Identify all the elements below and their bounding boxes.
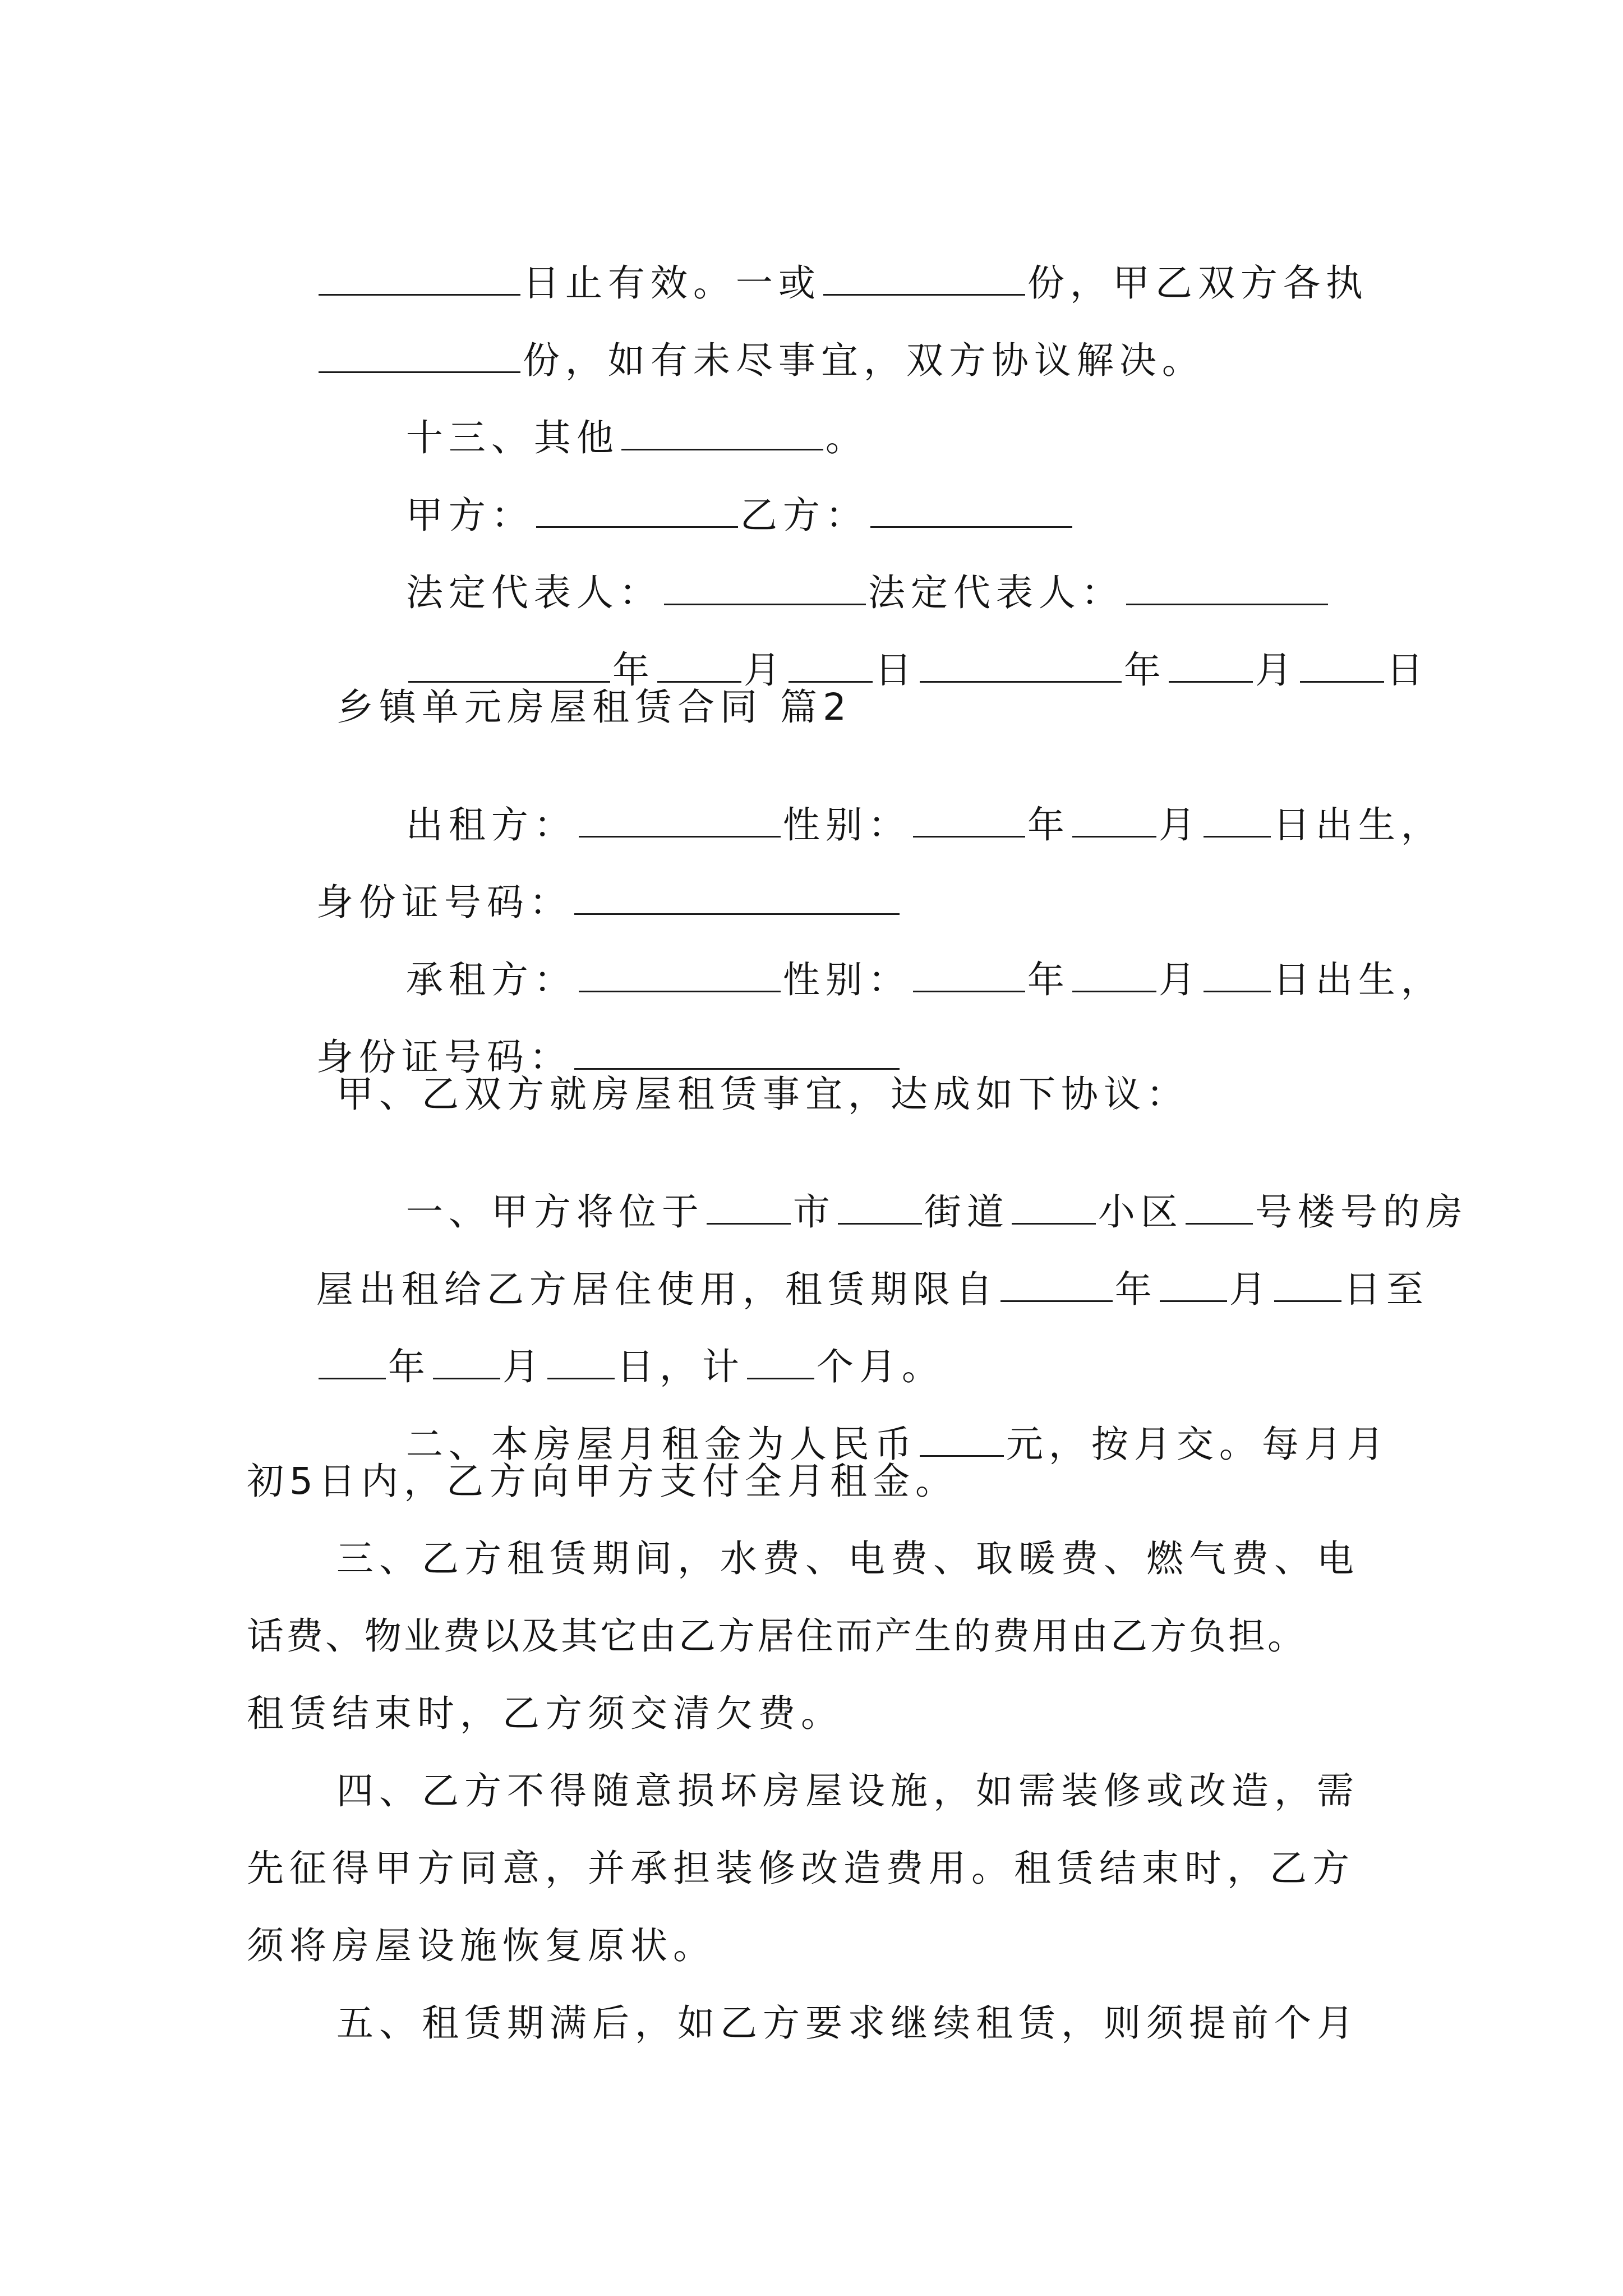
blank-field <box>319 1345 386 1379</box>
clause-2-line: 二、本房屋月租金为人民币 元，按月交。每月月 <box>405 1423 1390 1466</box>
clause-1-line: 年 月 日，计 个月。 <box>247 1308 944 1423</box>
blank-field <box>1160 1268 1227 1302</box>
blank-field <box>913 958 1025 992</box>
blank-field <box>319 339 520 373</box>
section-heading: 乡镇单元房屋租赁合同 篇2 <box>336 685 852 729</box>
clause-3-line: 租赁结束时，乙方须交清欠费。 <box>247 1692 843 1735</box>
blank-field <box>838 1190 922 1225</box>
clause-1-line: 屋出租给乙方居住使用，租赁期限自 年 月 日至 <box>316 1268 1429 1311</box>
clause-3-line: 话费、物业费以及其它由乙方居住而产生的费用由乙方负担。 <box>247 1614 1307 1658</box>
blank-field <box>547 1345 615 1379</box>
legal-representative-line: 法定代表人： 法定代表人： <box>336 534 1330 648</box>
clause-3-line: 三、乙方租赁期间，水费、电费、取暖费、燃气费、电 <box>336 1537 1359 1580</box>
blank-field <box>579 958 781 992</box>
blank-field <box>408 648 610 683</box>
blank-field <box>823 261 1025 296</box>
blank-field <box>536 494 738 528</box>
blank-field <box>913 803 1025 838</box>
id-number-line: 身份证号码： <box>247 844 902 958</box>
blank-field <box>707 1190 791 1225</box>
signature-date-line: 年 月 日 年 月 日 <box>336 611 1429 726</box>
clause-1-line: 一、甲方将位于 市 街道 小区 号楼号的房 <box>405 1190 1468 1234</box>
blank-field <box>1126 571 1328 605</box>
blank-field <box>1072 803 1156 838</box>
blank-field <box>319 261 520 296</box>
clause-4-line: 四、乙方不得随意损坏房屋设施，如需装修或改造，需 <box>336 1769 1359 1812</box>
blank-field <box>621 416 823 450</box>
lessee-line: 承租方： 性别： 年 月 日出生， <box>405 958 1444 1001</box>
blank-field <box>1204 958 1271 992</box>
clause-5-line: 五、租赁期满后，如乙方要求继续租赁，则须提前个月 <box>336 2001 1359 2045</box>
blank-field <box>579 803 781 838</box>
text-line: 日止有效。一或 份，甲乙双方各执 <box>247 224 1368 339</box>
blank-field <box>789 648 873 683</box>
blank-field <box>1300 648 1384 683</box>
text-line: 份，如有未尽事宜，双方协议解决。 <box>247 302 1205 416</box>
lessor-line: 出租方： 性别： 年 月 日出生， <box>405 803 1444 846</box>
signature-party-line: 甲方： 乙方： <box>336 457 1075 571</box>
blank-field <box>1274 1268 1341 1302</box>
blank-field <box>920 1423 1004 1457</box>
blank-field <box>657 648 741 683</box>
blank-field <box>433 1345 500 1379</box>
blank-field <box>1186 1190 1253 1225</box>
blank-field <box>920 648 1122 683</box>
blank-field <box>574 1036 900 1070</box>
blank-field <box>870 494 1072 528</box>
text-line: 十三、其他 。 <box>405 416 868 459</box>
clause-4-line: 须将房屋设施恢复原状。 <box>247 1924 716 1967</box>
text-line: 甲、乙双方就房屋租赁事宜，达成如下协议： <box>336 1073 1189 1116</box>
blank-field <box>1169 648 1253 683</box>
blank-field <box>1204 803 1271 838</box>
blank-field <box>664 571 866 605</box>
blank-field <box>747 1345 814 1379</box>
id-number-line: 身份证号码： <box>247 999 902 1113</box>
blank-field <box>1072 958 1156 992</box>
blank-field <box>574 881 900 915</box>
blank-field <box>1012 1190 1096 1225</box>
clause-2-line: 初5日内，乙方向甲方支付全月租金。 <box>247 1460 958 1503</box>
clause-4-line: 先征得甲方同意，并承担装修改造费用。租赁结束时，乙方 <box>247 1847 1355 1890</box>
blank-field <box>1000 1268 1113 1302</box>
